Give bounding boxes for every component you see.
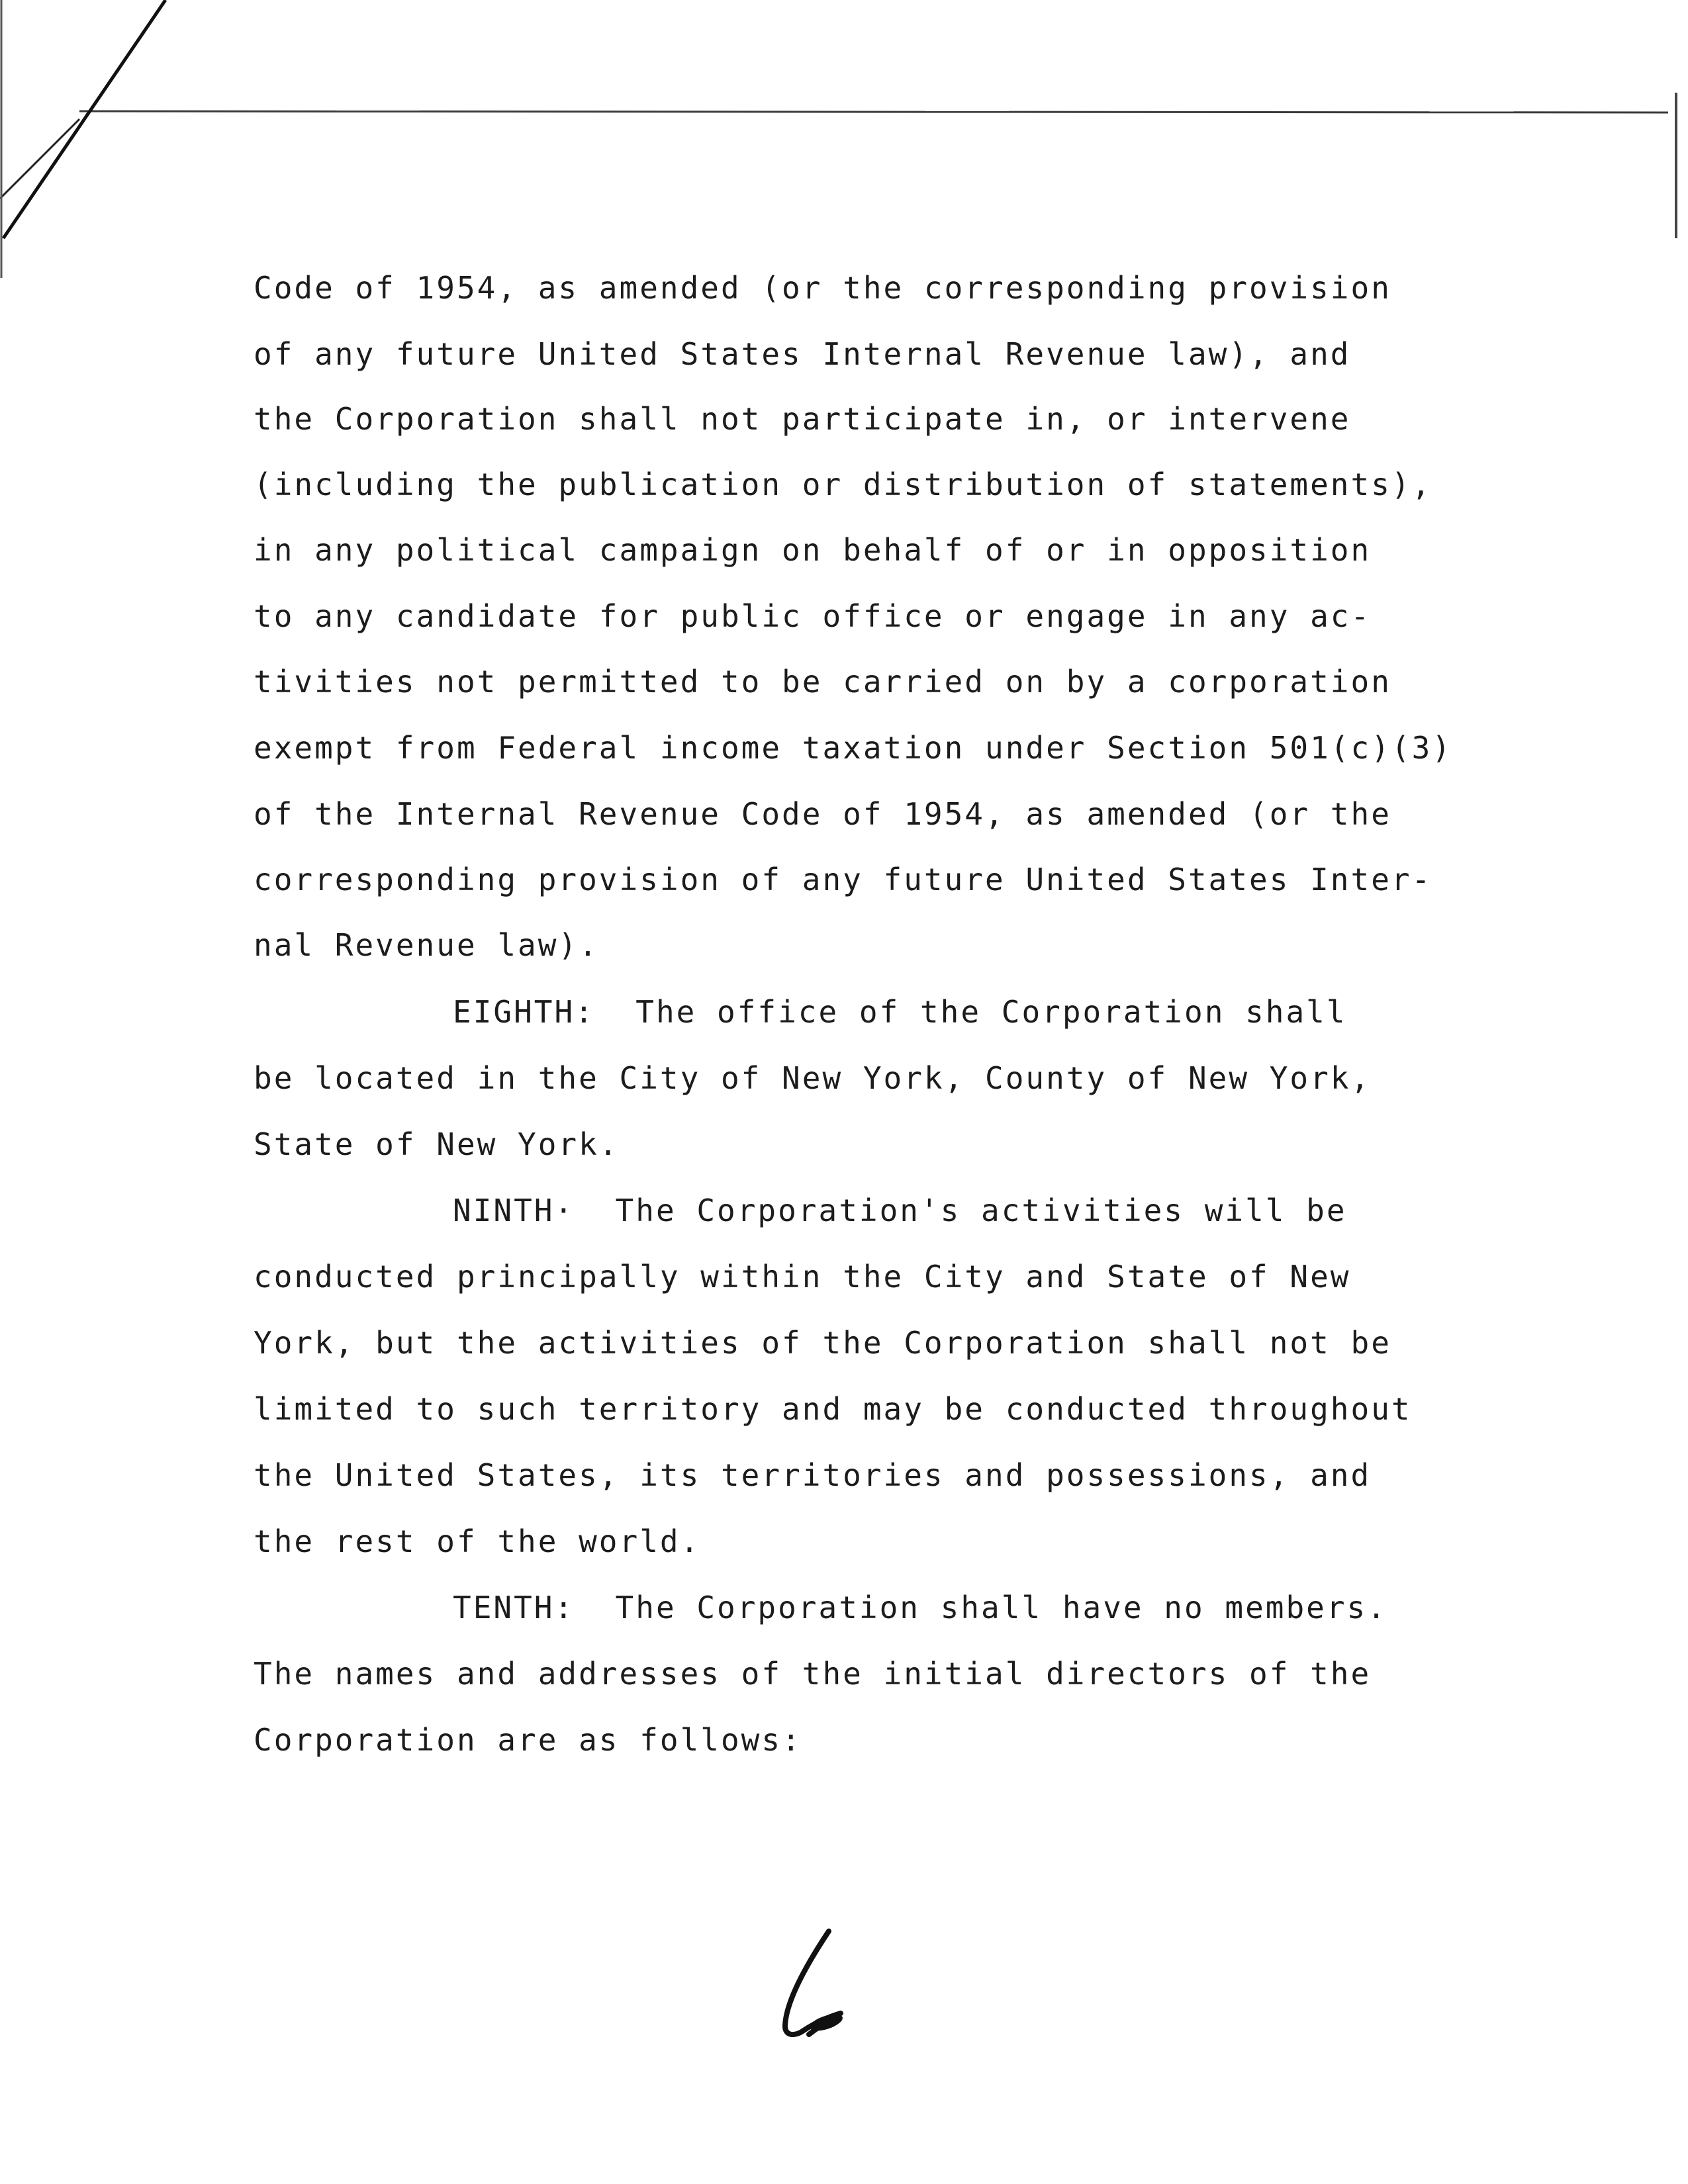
top-rule <box>79 111 1668 113</box>
text-line: exempt from Federal income taxation under Section 501(c)(3) <box>254 730 1452 766</box>
text-line: the Corporation shall not participate in, or intervene <box>254 401 1351 437</box>
text-line: the United States, its territories and possessions, and <box>254 1457 1372 1493</box>
article-eighth-heading-line: EIGHTH: The office of the Corporation shall <box>453 994 1347 1030</box>
text-line: The names and addresses of the initial directors of the <box>254 1656 1372 1692</box>
text-line: in any political campaign on behalf of or in opposition <box>254 532 1372 568</box>
text-line: York, but the activities of the Corporation shall not be <box>254 1325 1391 1361</box>
article-ninth-heading-line: NINTH· The Corporation's activities will be <box>453 1193 1347 1228</box>
text-line: the rest of the world. <box>254 1524 701 1559</box>
text-line: corresponding provision of any future United States Inter- <box>254 862 1432 897</box>
text-line: tivities not permitted to be carried on by a corporation <box>254 664 1391 700</box>
article-tenth-heading-line: TENTH: The Corporation shall have no members. <box>453 1590 1387 1625</box>
text-line: to any candidate for public office or engage in any ac- <box>254 598 1372 634</box>
text-line: Corporation are as follows: <box>254 1722 802 1758</box>
text-line: (including the publication or distribution of statements), <box>254 467 1432 502</box>
text-line: be located in the City of New York, County of New York, <box>254 1060 1372 1096</box>
text-line: nal Revenue law). <box>254 927 599 963</box>
handwritten-page-number <box>761 1926 867 2045</box>
text-line: Code of 1954, as amended (or the corresponding provision <box>254 270 1391 306</box>
text-line: conducted principally within the City and State of New <box>254 1259 1351 1295</box>
corner-check-mark <box>3 0 165 238</box>
text-line: of any future United States Internal Revenue law), and <box>254 336 1351 372</box>
text-line: State of New York. <box>254 1126 620 1162</box>
text-line: of the Internal Revenue Code of 1954, as amended (or the <box>254 796 1391 832</box>
text-line: limited to such territory and may be conducted throughout <box>254 1391 1412 1427</box>
